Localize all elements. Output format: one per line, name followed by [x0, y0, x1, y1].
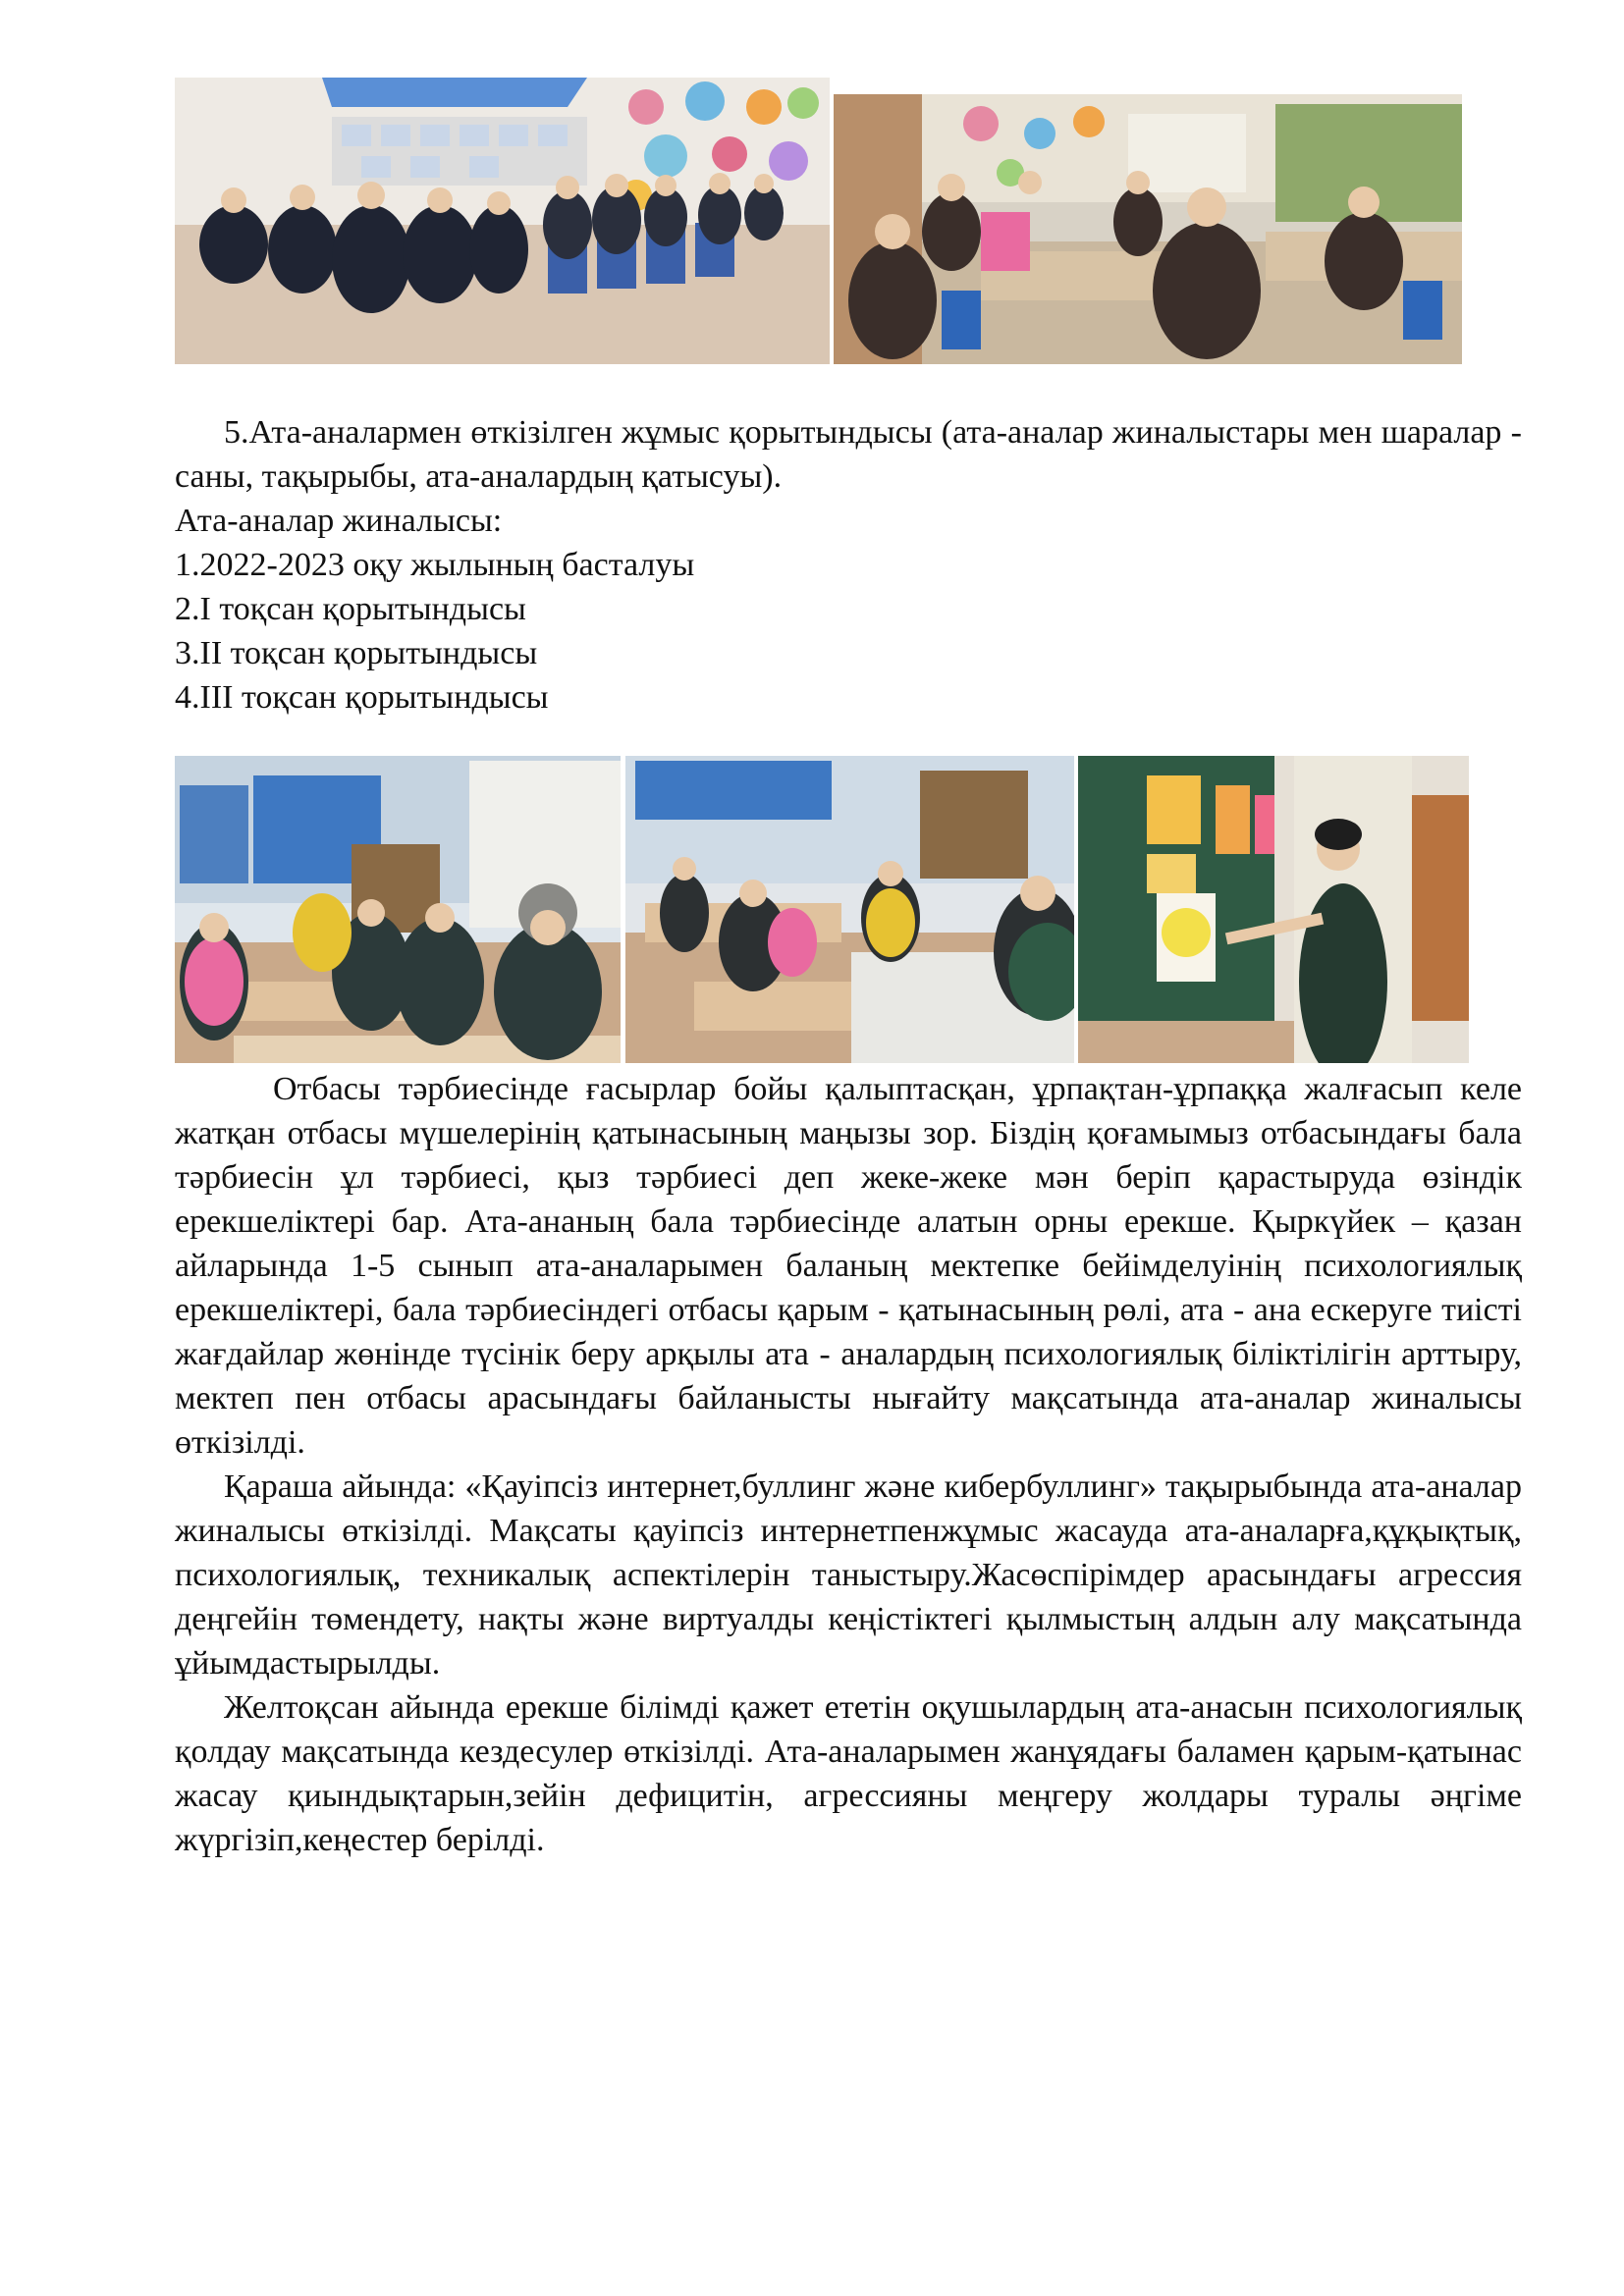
paragraph: Отбасы тәрбиесінде ғасырлар бойы қалыптасқан, ұрпақтан-ұрпаққа жалғасып келе жатқан отбасы мүшелерінің қатынасының маңызы зор. Біздің қоғамымыз отбасындағы бала тәрбиесін ұл тәрбиесі, қыз тәрбиесі деп жеке-жеке мән беріп қарастыруда өзіндік ерекшеліктері бар. Ата-ананың бала тәрбиесінде алатын орны ерекше. Қыркүйек – қазан айларында 1-5 сынып ата-аналарымен баланың мектепке бейімделуінің психологиялық ерекшеліктері, бала тәрбиесіндегі отбасы қарым - қатынасының рөлі, ата - ана ескеруге тиісті жағдайлар жөнінде түсінік беру арқылы ата - аналардың психологиялық біліктілігін арттыру, мектеп пен отбасы арасындағы байланысты нығайту мақсатында ата-аналар жиналысы өткізілді.	[175, 1071, 1522, 1461]
paragraph: Қараша айында: «Қауіпсіз интернет,буллинг және кибербуллинг» тақырыбында ата-аналар жиналысы өткізілді. Мақсаты қауіпсіз интернетпенжұмыс жасауда ата-аналарға,құқықтық, психологиялық, техникалық аспектілерін таныстыру.Жасөспірімдер арасындағы агрессия деңгейін төмендету, нақты және виртуалды кеңістіктегі қылмыстың алдын алу мақсатында ұйымдастырылды.	[175, 1468, 1522, 1682]
photo-classroom-meeting	[834, 94, 1462, 364]
list-item: 3.II тоқсан қорытындысы	[175, 635, 538, 671]
list-item: 4.III тоқсан қорытындысы	[175, 679, 549, 716]
list-item: 2.I тоқсан қорытындысы	[175, 591, 526, 627]
section-5	[175, 410, 1522, 720]
paragraph: Желтоқсан айында ерекше білімді қажет ететін оқушылардың ата-анасын психологиялық қолдау мақсатында кездесулер өткізілді. Ата-аналарымен жанұядағы баламен қарым-қатынас жасау қиындықтарын,зейін дефицитін, агрессияны меңгеру жолдары туралы әңгіме жүргізіп,кеңестер берілді.	[175, 1689, 1522, 1858]
photo-assembly-hall	[175, 78, 830, 364]
body-text	[175, 1067, 1522, 1862]
list-title: Ата-аналар жиналысы:	[175, 503, 503, 539]
section-heading: 5.Ата-аналармен өткізілген жұмыс қорытындысы (ата-аналар жиналыстары мен шаралар - саны, тақырыбы, ата-аналардың қатысуы).	[175, 414, 1522, 495]
photo-parents-classroom-1	[175, 756, 621, 1063]
photo-presentation-board	[1078, 756, 1469, 1063]
photo-parents-classroom-2	[625, 756, 1074, 1063]
list-item: 1.2022-2023 оқу жылының басталуы	[175, 547, 695, 583]
